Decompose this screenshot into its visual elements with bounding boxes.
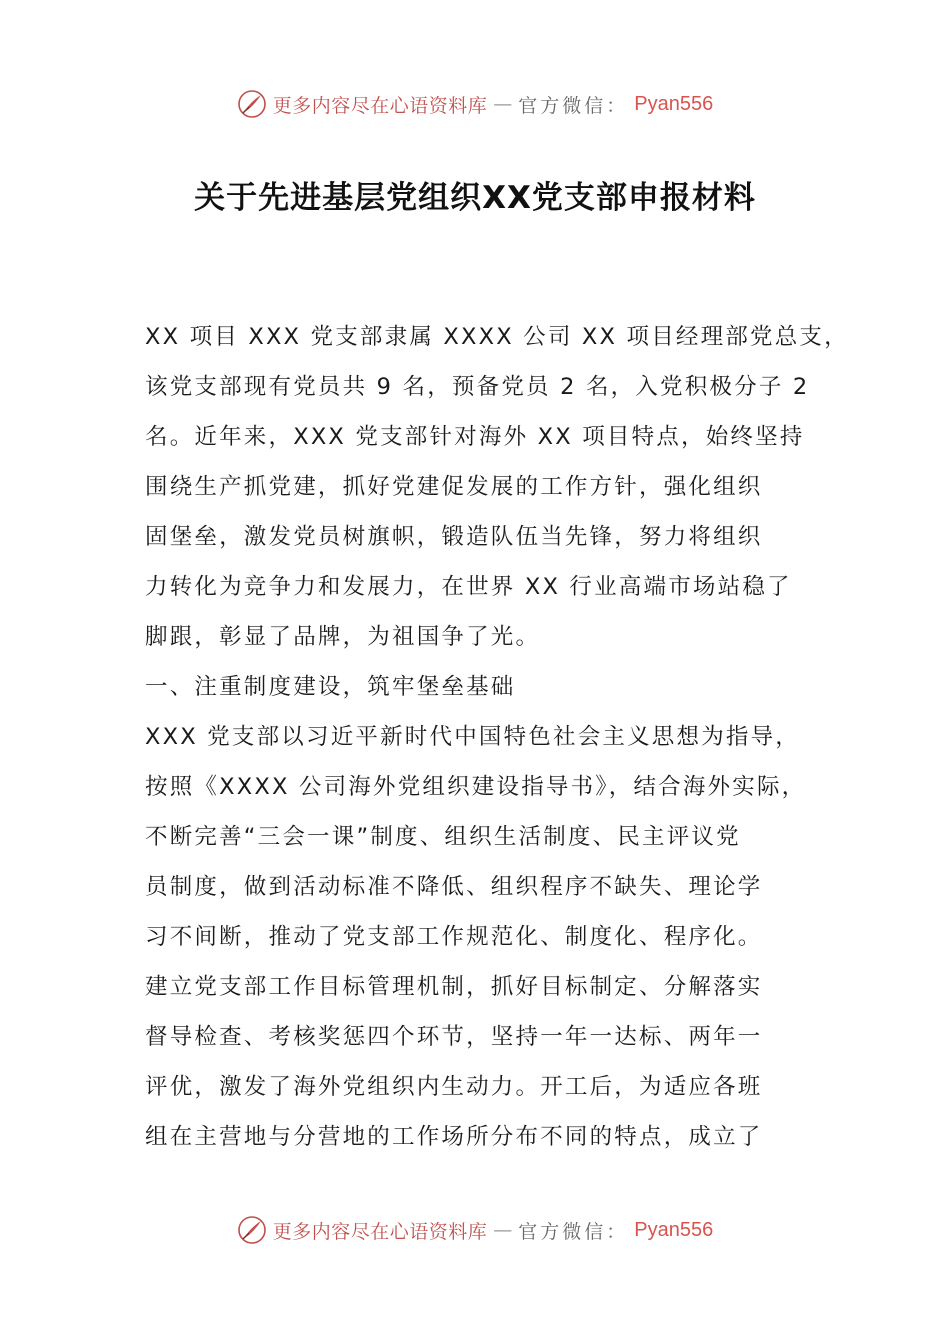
text-line: XX 项目 XXX 党支部隶属 XXXX 公司 XX 项目经理部党总支， xyxy=(145,324,849,350)
text-line: 按照《XXXX 公司海外党组织建设指导书》，结合海外实际， xyxy=(145,774,807,800)
text-line: 不断完善“三会一课”制度、组织生活制度、民主评议党 xyxy=(145,824,741,850)
text-line: 习不间断，推动了党支部工作规范化、制度化、程序化。 xyxy=(145,924,763,950)
quill-logo-icon xyxy=(237,89,267,119)
text-line: 脚跟，彰显了品牌，为祖国争了光。 xyxy=(145,624,541,650)
text-line: 名。近年来，XXX 党支部针对海外 XX 项目特点，始终坚持 xyxy=(145,424,805,450)
text-line: 评优，激发了海外党组织内生动力。开工后，为适应各班 xyxy=(145,1074,763,1100)
text-line: XXX 党支部以习近平新时代中国特色社会主义思想为指导， xyxy=(145,724,800,750)
document-title: 关于先进基层党组织XX党支部申报材料 xyxy=(194,180,756,216)
text-line: 员制度，做到活动标准不降低、组织程序不缺失、理论学 xyxy=(145,874,763,900)
watermark-official-label: 官方微信： xyxy=(518,94,629,117)
text-line: 该党支部现有党员共 9 名，预备党员 2 名，入党积极分子 2 xyxy=(145,374,810,400)
text-line: 组在主营地与分营地的工作场所分布不同的特点，成立了 xyxy=(145,1124,763,1150)
watermark-header xyxy=(0,84,950,124)
watermark-dash: — xyxy=(493,93,513,115)
watermark-official-label: 官方微信： xyxy=(518,1220,629,1243)
text-line: 围绕生产抓党建，抓好党建促发展的工作方针，强化组织 xyxy=(145,474,763,500)
text-line: 力转化为竞争力和发展力，在世界 XX 行业高端市场站稳了 xyxy=(145,574,792,600)
document-body xyxy=(145,312,849,1162)
watermark-footer xyxy=(0,1210,950,1250)
watermark-wechat-id: Pyan556 xyxy=(634,1218,714,1241)
watermark-wechat-id: Pyan556 xyxy=(634,92,714,115)
watermark-main-text: 更多内容尽在心语资料库 xyxy=(272,1220,488,1243)
watermark-dash: — xyxy=(493,1219,513,1241)
text-line: 督导检查、考核奖惩四个环节，坚持一年一达标、两年一 xyxy=(145,1024,763,1050)
section-heading: 一、注重制度建设，筑牢堡垒基础 xyxy=(145,674,516,700)
watermark-main-text: 更多内容尽在心语资料库 xyxy=(272,94,488,117)
text-line: 建立党支部工作目标管理机制，抓好目标制定、分解落实 xyxy=(145,974,763,1000)
text-line: 固堡垒，激发党员树旗帜，锻造队伍当先锋，努力将组织 xyxy=(145,524,763,550)
quill-logo-icon xyxy=(237,1215,267,1245)
